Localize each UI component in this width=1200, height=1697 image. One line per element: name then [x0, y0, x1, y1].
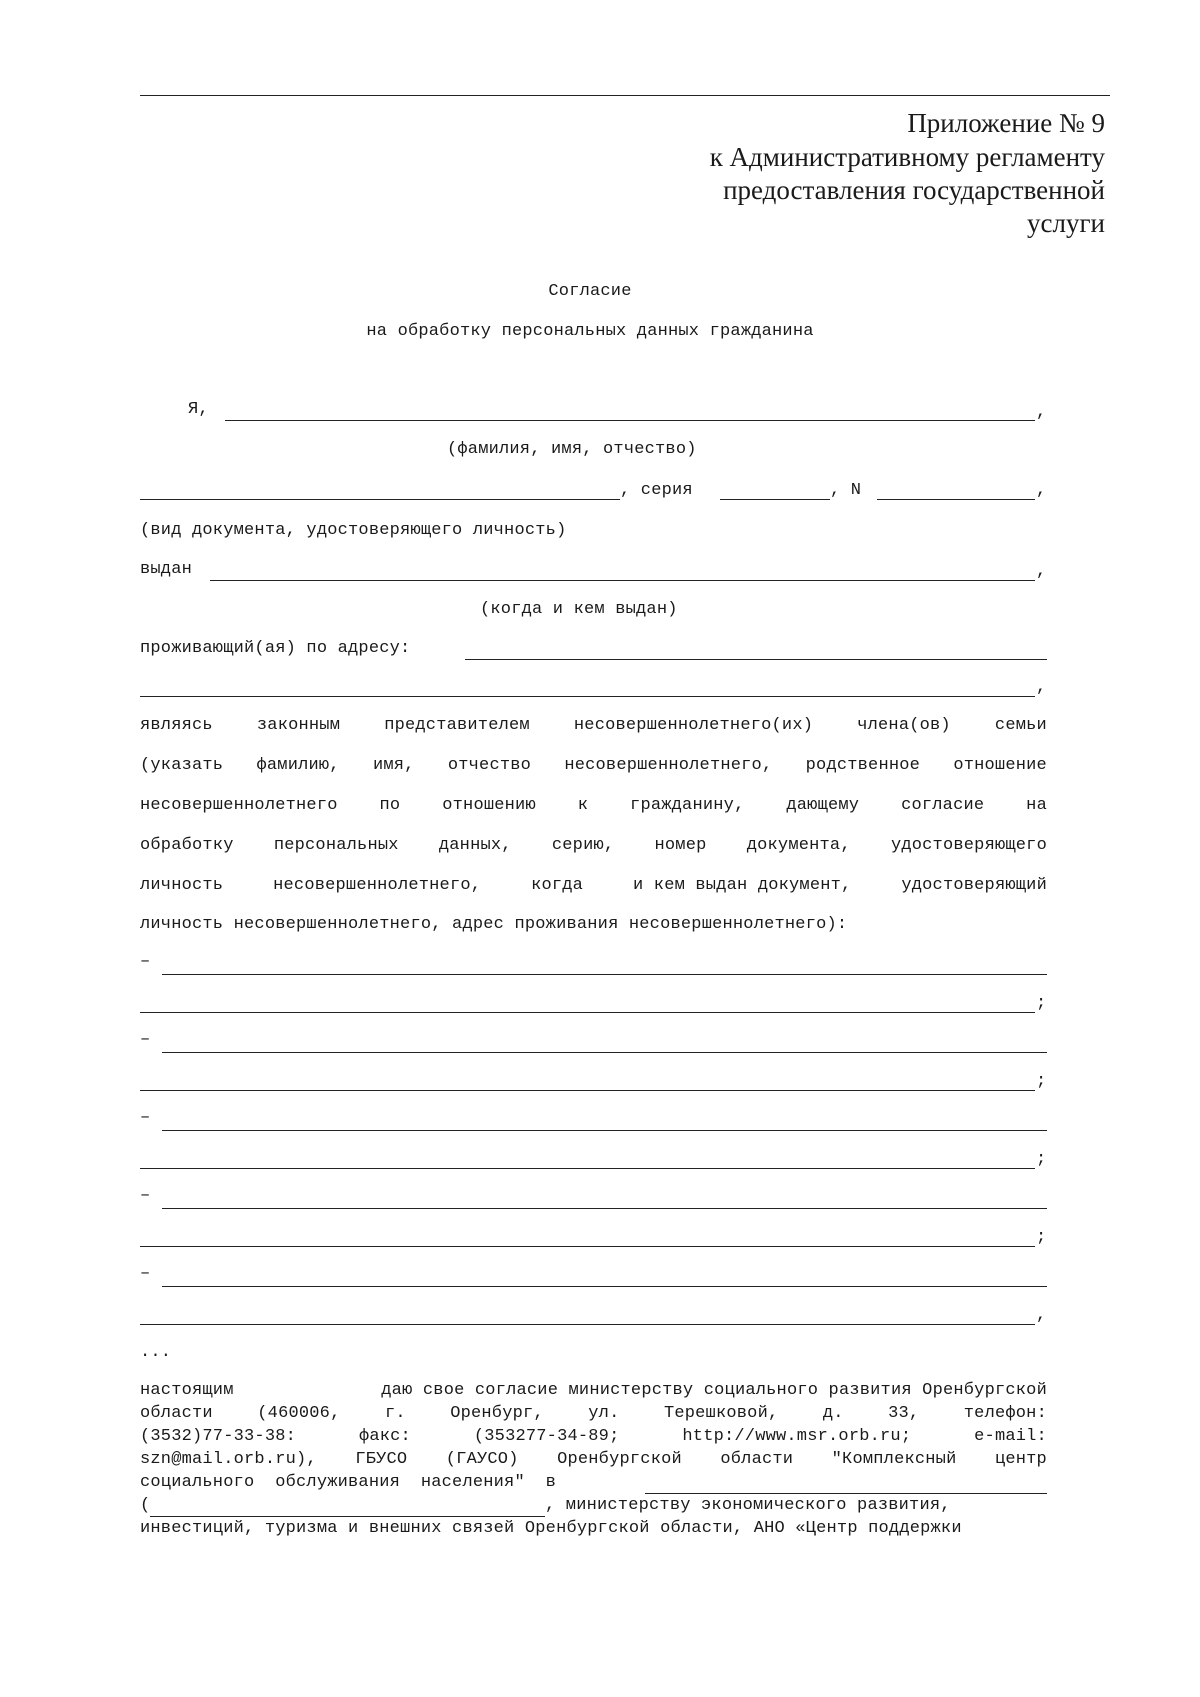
- comma: ,: [1036, 1306, 1047, 1325]
- comma: ,: [1036, 562, 1047, 581]
- entry-dash: –: [140, 1030, 151, 1049]
- center-name-field[interactable]: [645, 1493, 1047, 1494]
- minor-entry-field[interactable]: [162, 1130, 1047, 1131]
- regulation-reference-line2: предоставления государственной: [723, 175, 1105, 205]
- paragraph-line: несовершеннолетнего по отношению к гражданину, дающему согласие на: [140, 796, 1047, 815]
- minor-entry-field-line2[interactable]: [140, 1168, 1035, 1169]
- appendix-number: Приложение № 9: [907, 108, 1105, 138]
- paragraph-line: обработку персональных данных, серию, номер документа, удостоверяющего: [140, 836, 1047, 855]
- minor-entry-field-line2[interactable]: [140, 1246, 1035, 1247]
- minor-entry-field-line2[interactable]: [140, 1090, 1035, 1091]
- semicolon: ;: [1036, 1228, 1047, 1247]
- ya-label: Я,: [188, 400, 209, 419]
- paragraph-line: (указать фамилию, имя, отчество несовершеннолетнего, родственное отношение: [140, 756, 1047, 775]
- fio-caption: (фамилия, имя, отчество): [447, 440, 697, 459]
- paragraph-last-line: личность несовершеннолетнего, адрес проживания несовершеннолетнего):: [140, 915, 848, 934]
- minor-entry-field-line2[interactable]: [140, 1012, 1035, 1013]
- minor-entry-field[interactable]: [162, 1286, 1047, 1287]
- seria-field[interactable]: [720, 499, 830, 500]
- comma: ,: [1036, 481, 1047, 500]
- comma: ,: [1036, 678, 1047, 697]
- regulation-reference: к Административному регламенту: [709, 142, 1105, 172]
- address-field-line2[interactable]: [140, 696, 1035, 697]
- minor-entry-field[interactable]: [162, 1052, 1047, 1053]
- consent-line: szn@mail.orb.ru), ГБУСО (ГАУСО) Оренбургской области "Комплексный центр: [140, 1450, 1047, 1469]
- entry-dash: –: [140, 952, 151, 971]
- consent-line: инвестиций, туризма и внешних связей Оренбургской области, АНО «Центр поддержки: [140, 1519, 962, 1538]
- fio-field[interactable]: [225, 420, 1035, 421]
- semicolon: ;: [1036, 1072, 1047, 1091]
- entry-dash: –: [140, 1186, 151, 1205]
- paragraph-line: личность несовершеннолетнего, когда и кем выдан документ, удостоверяющий: [140, 876, 1047, 895]
- consent-line: (3532)77-33-38: факс: (353277-34-89; http://www.msr.orb.ru; e-mail:: [140, 1427, 1047, 1446]
- document-title: Согласие: [548, 282, 632, 301]
- semicolon: ;: [1036, 1150, 1047, 1169]
- district-field[interactable]: [150, 1516, 545, 1517]
- document-subtitle: на обработку персональных данных гражданина: [366, 322, 814, 341]
- entry-dash: –: [140, 1108, 151, 1127]
- semicolon: ;: [1036, 994, 1047, 1013]
- paragraph-line: являясь законным представителем несовершеннолетнего(их) члена(ов) семьи: [140, 716, 1047, 735]
- doc-caption: (вид документа, удостоверяющего личность): [140, 521, 567, 540]
- comma: ,: [1036, 403, 1047, 422]
- document-type-field[interactable]: [140, 499, 620, 500]
- consent-line: настоящим даю свое согласие министерству социального развития Оренбургской: [140, 1381, 1047, 1400]
- entry-dash: –: [140, 1264, 151, 1283]
- minor-entry-field[interactable]: [162, 1208, 1047, 1209]
- seria-label: , серия: [620, 481, 693, 500]
- issued-by-field[interactable]: [210, 580, 1035, 581]
- paren-open: (: [140, 1496, 151, 1515]
- number-label: , N: [830, 481, 862, 500]
- consent-line: области (460006, г. Оренбург, ул. Терешковой, д. 33, телефон:: [140, 1404, 1047, 1423]
- when-caption: (когда и кем выдан): [480, 600, 678, 619]
- top-rule: [140, 95, 1110, 96]
- minor-entry-field[interactable]: [162, 974, 1047, 975]
- vydan-label: выдан: [140, 560, 193, 579]
- address-field[interactable]: [465, 659, 1047, 660]
- number-field[interactable]: [877, 499, 1035, 500]
- ellipsis: ...: [140, 1343, 172, 1362]
- address-label: проживающий(ая) по адресу:: [140, 639, 411, 658]
- consent-line: , министерству экономического развития,: [545, 1496, 951, 1515]
- consent-line: социального обслуживания населения" в: [140, 1473, 557, 1492]
- regulation-reference-line3: услуги: [1027, 208, 1105, 238]
- minor-entry-field-line2[interactable]: [140, 1324, 1035, 1325]
